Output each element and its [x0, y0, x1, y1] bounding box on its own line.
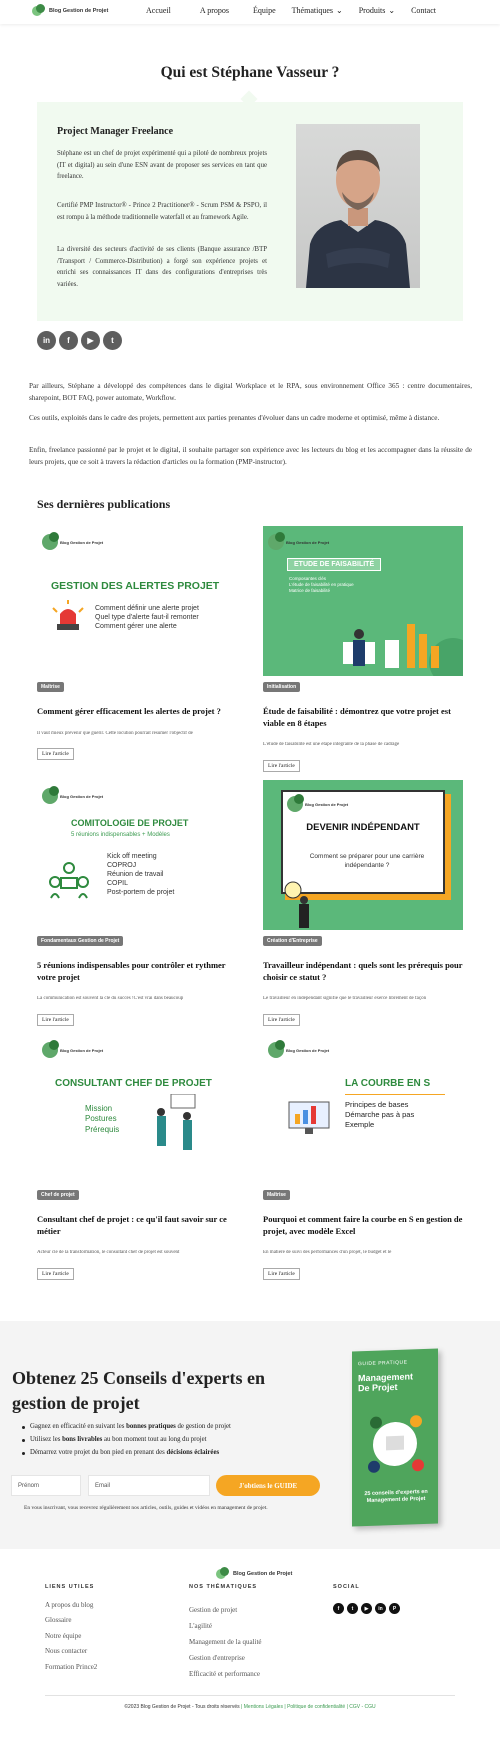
article-title[interactable]: Travailleur indépendant : quels sont les prérequis pour choisir ce statut ? [263, 960, 463, 982]
chevron-down-icon: ⌄ [388, 6, 396, 15]
image-divider [345, 1094, 445, 1095]
lightbulb-person-icon [283, 880, 317, 930]
footer-link[interactable]: Efficacité et performance [189, 1670, 260, 1678]
bullet-bold: bons livrables [62, 1436, 103, 1443]
firstname-input[interactable]: Prénom [11, 1475, 81, 1496]
article-title[interactable]: Étude de faisabilité : démontrez que votre projet est viable en 8 étapes [263, 706, 451, 728]
twitter-icon[interactable]: t [103, 331, 122, 350]
article-title[interactable]: Consultant chef de projet : ce qu'il faut savoir sur ce métier [37, 1214, 227, 1236]
article-image-faisabilite[interactable] [263, 526, 463, 676]
logo-icon [216, 1567, 230, 1581]
read-article-button[interactable]: Lire l'article [37, 1268, 74, 1280]
read-article-button[interactable]: Lire l'article [37, 748, 74, 760]
image-list-item: Matrice de faisabilité [289, 587, 331, 593]
author-portrait-illustration [296, 124, 420, 288]
article-excerpt: L'étude de faisabilité est une étape intégrante de la phase de cadrage [263, 742, 400, 747]
nav-equipe[interactable]: Équipe [253, 6, 276, 15]
monitor-chart-icon [283, 1098, 343, 1138]
footer-link[interactable]: Notre équipe [45, 1632, 82, 1640]
bullet-text: Utilisez les [30, 1436, 63, 1443]
image-logo: Blog Gestion de Projet [42, 534, 103, 550]
legal-link-privacy[interactable]: Politique de confidentialité [287, 1704, 346, 1710]
email-input[interactable]: Email [88, 1475, 210, 1496]
about-heading: Project Manager Freelance [57, 126, 174, 137]
footer-link[interactable]: Gestion de projet [189, 1606, 238, 1614]
article-tag[interactable]: Maîtrise [37, 682, 64, 692]
image-list-item: Mission [85, 1104, 113, 1113]
bullet-text: au bon moment tout au long du projet [102, 1436, 207, 1443]
article-title[interactable]: 5 réunions indispensables pour contrôler et rythmer votre projet [37, 960, 226, 982]
image-logo: Blog Gestion de Projet [287, 796, 348, 812]
facebook-icon[interactable]: f [333, 1603, 344, 1614]
article-excerpt: Le travailleur en indépendant signifie que le travailleur exerce librement de façon [263, 996, 427, 1001]
image-logo: Blog Gestion de Projet [42, 788, 103, 804]
read-article-button[interactable]: Lire l'article [263, 1014, 300, 1026]
get-guide-button[interactable]: J'obtiens le GUIDE [216, 1475, 320, 1496]
bullet-text: Gagnez en efficacité en suivant les [30, 1423, 127, 1430]
article-image-courbe-s[interactable] [263, 1034, 463, 1184]
about-paragraph-3: La diversité des secteurs d'activité de ses clients (Banque assurance /BTP /Transport / Commerce-Distribution) a forgé son expérience projets et enrichi ses connaissances IT dans des configurations d'entreprises très variées. [57, 246, 267, 288]
logo-icon [32, 4, 46, 18]
image-list-item: COPIL [107, 880, 129, 888]
article-excerpt: Acteur clé de la transformation, le consultant chef de projet est souvent [37, 1250, 180, 1255]
twitter-icon[interactable]: t [347, 1603, 358, 1614]
image-list-item: Principes de bases [345, 1100, 409, 1109]
article-image-consultant[interactable] [37, 1034, 237, 1184]
image-title: DEVENIR INDÉPENDANT [306, 822, 420, 833]
image-list-item: Comment gérer une alerte [95, 623, 177, 631]
footer-link[interactable]: A propos du blog [45, 1601, 94, 1609]
copyright-text: ©2023 Blog Gestion de Projet - Tous droits réservés [124, 1704, 240, 1710]
footer-col-social-title: SOCIAL [333, 1584, 360, 1590]
feasibility-illustration [323, 602, 463, 676]
newsletter-note: En vous inscrivant, vous recevrez régulièrement nos articles, outils, guides et vidéos en management de projet. [24, 1505, 268, 1511]
article-excerpt: Il vaut mieux prévenir que guérir. Cette locution pourrait résumer l'objectif de [37, 731, 193, 736]
youtube-icon[interactable]: ▶ [361, 1603, 372, 1614]
image-list-item: Composantes clés [289, 576, 327, 581]
image-list-item: Post-portem de projet [107, 889, 175, 897]
newsletter-bullet [30, 1436, 207, 1443]
nav-contact[interactable]: Contact [411, 6, 436, 15]
image-title: GESTION DES ALERTES PROJET [51, 580, 220, 592]
article-title[interactable]: Comment gérer efficacement les alertes de projet ? [37, 706, 221, 716]
image-title: COMITOLOGIE DE PROJET [71, 818, 189, 828]
footer-link[interactable]: L'agilité [189, 1622, 213, 1630]
bullet-bold: décisions éclairées [166, 1449, 220, 1456]
read-article-button[interactable]: Lire l'article [263, 1268, 300, 1280]
image-list-item: Prérequis [85, 1124, 120, 1134]
linkedin-icon[interactable]: in [375, 1603, 386, 1614]
image-logo: Blog Gestion de Projet [42, 1042, 103, 1058]
main-menu [146, 6, 436, 15]
image-subtitle: Comment se préparer pour une carrière indépendante ? [309, 853, 425, 869]
footer-link[interactable]: Nous contacter [45, 1647, 88, 1655]
read-article-button[interactable]: Lire l'article [263, 760, 300, 772]
newsletter-bullet [30, 1423, 231, 1430]
facebook-icon[interactable]: f [59, 331, 78, 350]
footer-link[interactable]: Management de la qualité [189, 1638, 262, 1646]
image-list-item: COPROJ [107, 862, 137, 870]
bullet-bold: bonnes pratiques [126, 1423, 176, 1430]
nav-thematiques[interactable] [292, 6, 343, 15]
book-kicker: GUIDE PRATIQUE [358, 1359, 408, 1368]
book-title: Management De Projet [358, 1371, 414, 1394]
nav-accueil[interactable]: Accueil [146, 6, 171, 15]
guide-book-cover [352, 1348, 438, 1526]
image-list [289, 576, 354, 594]
nav-a-propos[interactable]: A propos [199, 6, 229, 15]
image-list-item: Kick off meeting [107, 853, 157, 860]
article-image-independant[interactable] [263, 780, 463, 930]
bullet-text: de gestion de projet [175, 1423, 231, 1430]
alarm-light-icon [51, 600, 85, 634]
youtube-icon[interactable]: ▶ [81, 331, 100, 350]
footer-link[interactable]: Glossaire [45, 1616, 72, 1624]
article-tag[interactable]: Maîtrise [263, 1190, 290, 1200]
legal-link-mentions[interactable]: Mentions Légales [243, 1704, 283, 1710]
footer-logo[interactable] [216, 1567, 292, 1581]
image-title: ETUDE DE FAISABILITÉ [287, 558, 381, 571]
image-list-item: Comment définir une alerte projet [95, 605, 199, 612]
image-logo: Blog Gestion de Projet [268, 534, 329, 550]
image-subtitle: 5 réunions indispensables + Modèles [71, 832, 170, 838]
article-image-comitologie[interactable] [37, 780, 237, 930]
nav-thematiques-label: Thématiques [291, 6, 333, 15]
newsletter-bullet [30, 1449, 219, 1456]
nav-produits[interactable] [359, 6, 395, 15]
top-nav [0, 0, 500, 24]
footer-logo-text: Blog Gestion de Projet [233, 1571, 293, 1577]
article-tag[interactable]: Fondamentaux Gestion de Projet [37, 936, 123, 946]
footer-col-thematiques-title: NOS THÉMATIQUES [189, 1584, 258, 1590]
about-paragraph-1: Stéphane est un chef de projet expérimenté qui a piloté de nombreux projets (IT et digital) au sein d'une ESN avant de proposer ses services en tant que freelance. [57, 150, 267, 180]
about-paragraph-2: Certifié PMP Instructor® - Prince 2 Practitioner® - Scrum PSM & PSPO, il est rompu à la méthode traditionnelle waterfall et au framework Agile. [57, 202, 267, 221]
article-excerpt: La communication est souvent la clé du succès !C'est vrai dans beaucoup [37, 996, 184, 1001]
image-list-item: Réunion de travail [107, 871, 164, 879]
image-title: CONSULTANT CHEF DE PROJET [55, 1078, 212, 1089]
article-image-alertes[interactable] [37, 526, 237, 676]
read-article-button[interactable]: Lire l'article [37, 1014, 74, 1026]
separator: | [284, 1704, 288, 1710]
bio-paragraph-2: Ces outils, exploités dans le cadre des projets, permettent aux parties prenantes d'évoluer dans un cadre moderne et optimisé, même à distance. [29, 414, 440, 422]
copyright-bar [0, 1704, 500, 1710]
site-logo[interactable] [32, 4, 108, 18]
image-list-item: Quel type d'alerte faut-il remonter [95, 614, 199, 622]
newsletter-title: Obtenez 25 Conseils d'experts en gestion de projet [12, 1368, 265, 1413]
footer-link[interactable]: Formation Prince2 [45, 1663, 98, 1671]
separator: | [241, 1704, 244, 1710]
nav-produits-label: Produits [358, 6, 386, 15]
article-tag[interactable]: Initialisation [263, 682, 300, 692]
image-list-item: Démarche pas à pas [345, 1109, 415, 1119]
footer-col-liens-title: LIENS UTILES [45, 1584, 95, 1590]
image-title: LA COURBE EN S [345, 1078, 431, 1089]
image-list [95, 604, 199, 631]
image-list-item: Postures [85, 1114, 117, 1124]
author-photo [296, 124, 420, 288]
image-list [85, 1104, 119, 1135]
image-list [345, 1100, 414, 1129]
article-tag[interactable]: Création d'Entreprise [263, 936, 322, 946]
article-tag[interactable]: Chef de projet [37, 1190, 79, 1200]
bullet-text: Démarrez votre projet du bon pied en prenant des [30, 1449, 167, 1456]
image-list-item: Exemple [345, 1119, 375, 1129]
logo-text: Blog Gestion de Projet [49, 8, 109, 14]
image-list-item: L'étude de faisabilité en pratique [289, 581, 354, 587]
legal-link-cgv[interactable]: CGV - CGU [349, 1704, 376, 1710]
article-excerpt: En matière de suivi des performances d'un projet, le budget et le [263, 1250, 392, 1255]
meeting-group-icon [47, 860, 91, 900]
bio-paragraph-1: Par ailleurs, Stéphane a développé des compétences dans le digital Workplace et le RPA, sous environnement Office 365 : centre documentaires, sharepoint, BOT FAQ, power automate, Workflow. [29, 382, 472, 402]
book-footer: 25 conseils d'experts en Management de Projet [364, 1488, 428, 1504]
handshake-illustration [147, 1094, 207, 1154]
article-title[interactable]: Pourquoi et comment faire la courbe en S en gestion de projet, avec modèle Excel [263, 1214, 463, 1236]
linkedin-icon[interactable]: in [37, 331, 56, 350]
book-illustration [362, 1407, 428, 1479]
pinterest-icon[interactable]: P [389, 1603, 400, 1614]
separator: | [346, 1704, 350, 1710]
image-logo: Blog Gestion de Projet [268, 1042, 329, 1058]
about-title: Qui est Stéphane Vasseur ? [160, 64, 340, 81]
publications-title: Ses dernières publications [37, 497, 171, 511]
footer-divider [45, 1695, 455, 1696]
image-list [107, 852, 174, 897]
footer-link[interactable]: Gestion d'entreprise [189, 1654, 245, 1662]
chevron-down-icon: ⌄ [336, 6, 343, 15]
bio-paragraph-3: Enfin, freelance passionné par le projet et le digital, il souhaite partager son expérience avec les lecteurs du blog et les accompagner dans la réussite de leurs projets, que ce soit à travers la rédaction d'articles ou la formation (PMP-instructor). [29, 446, 472, 466]
